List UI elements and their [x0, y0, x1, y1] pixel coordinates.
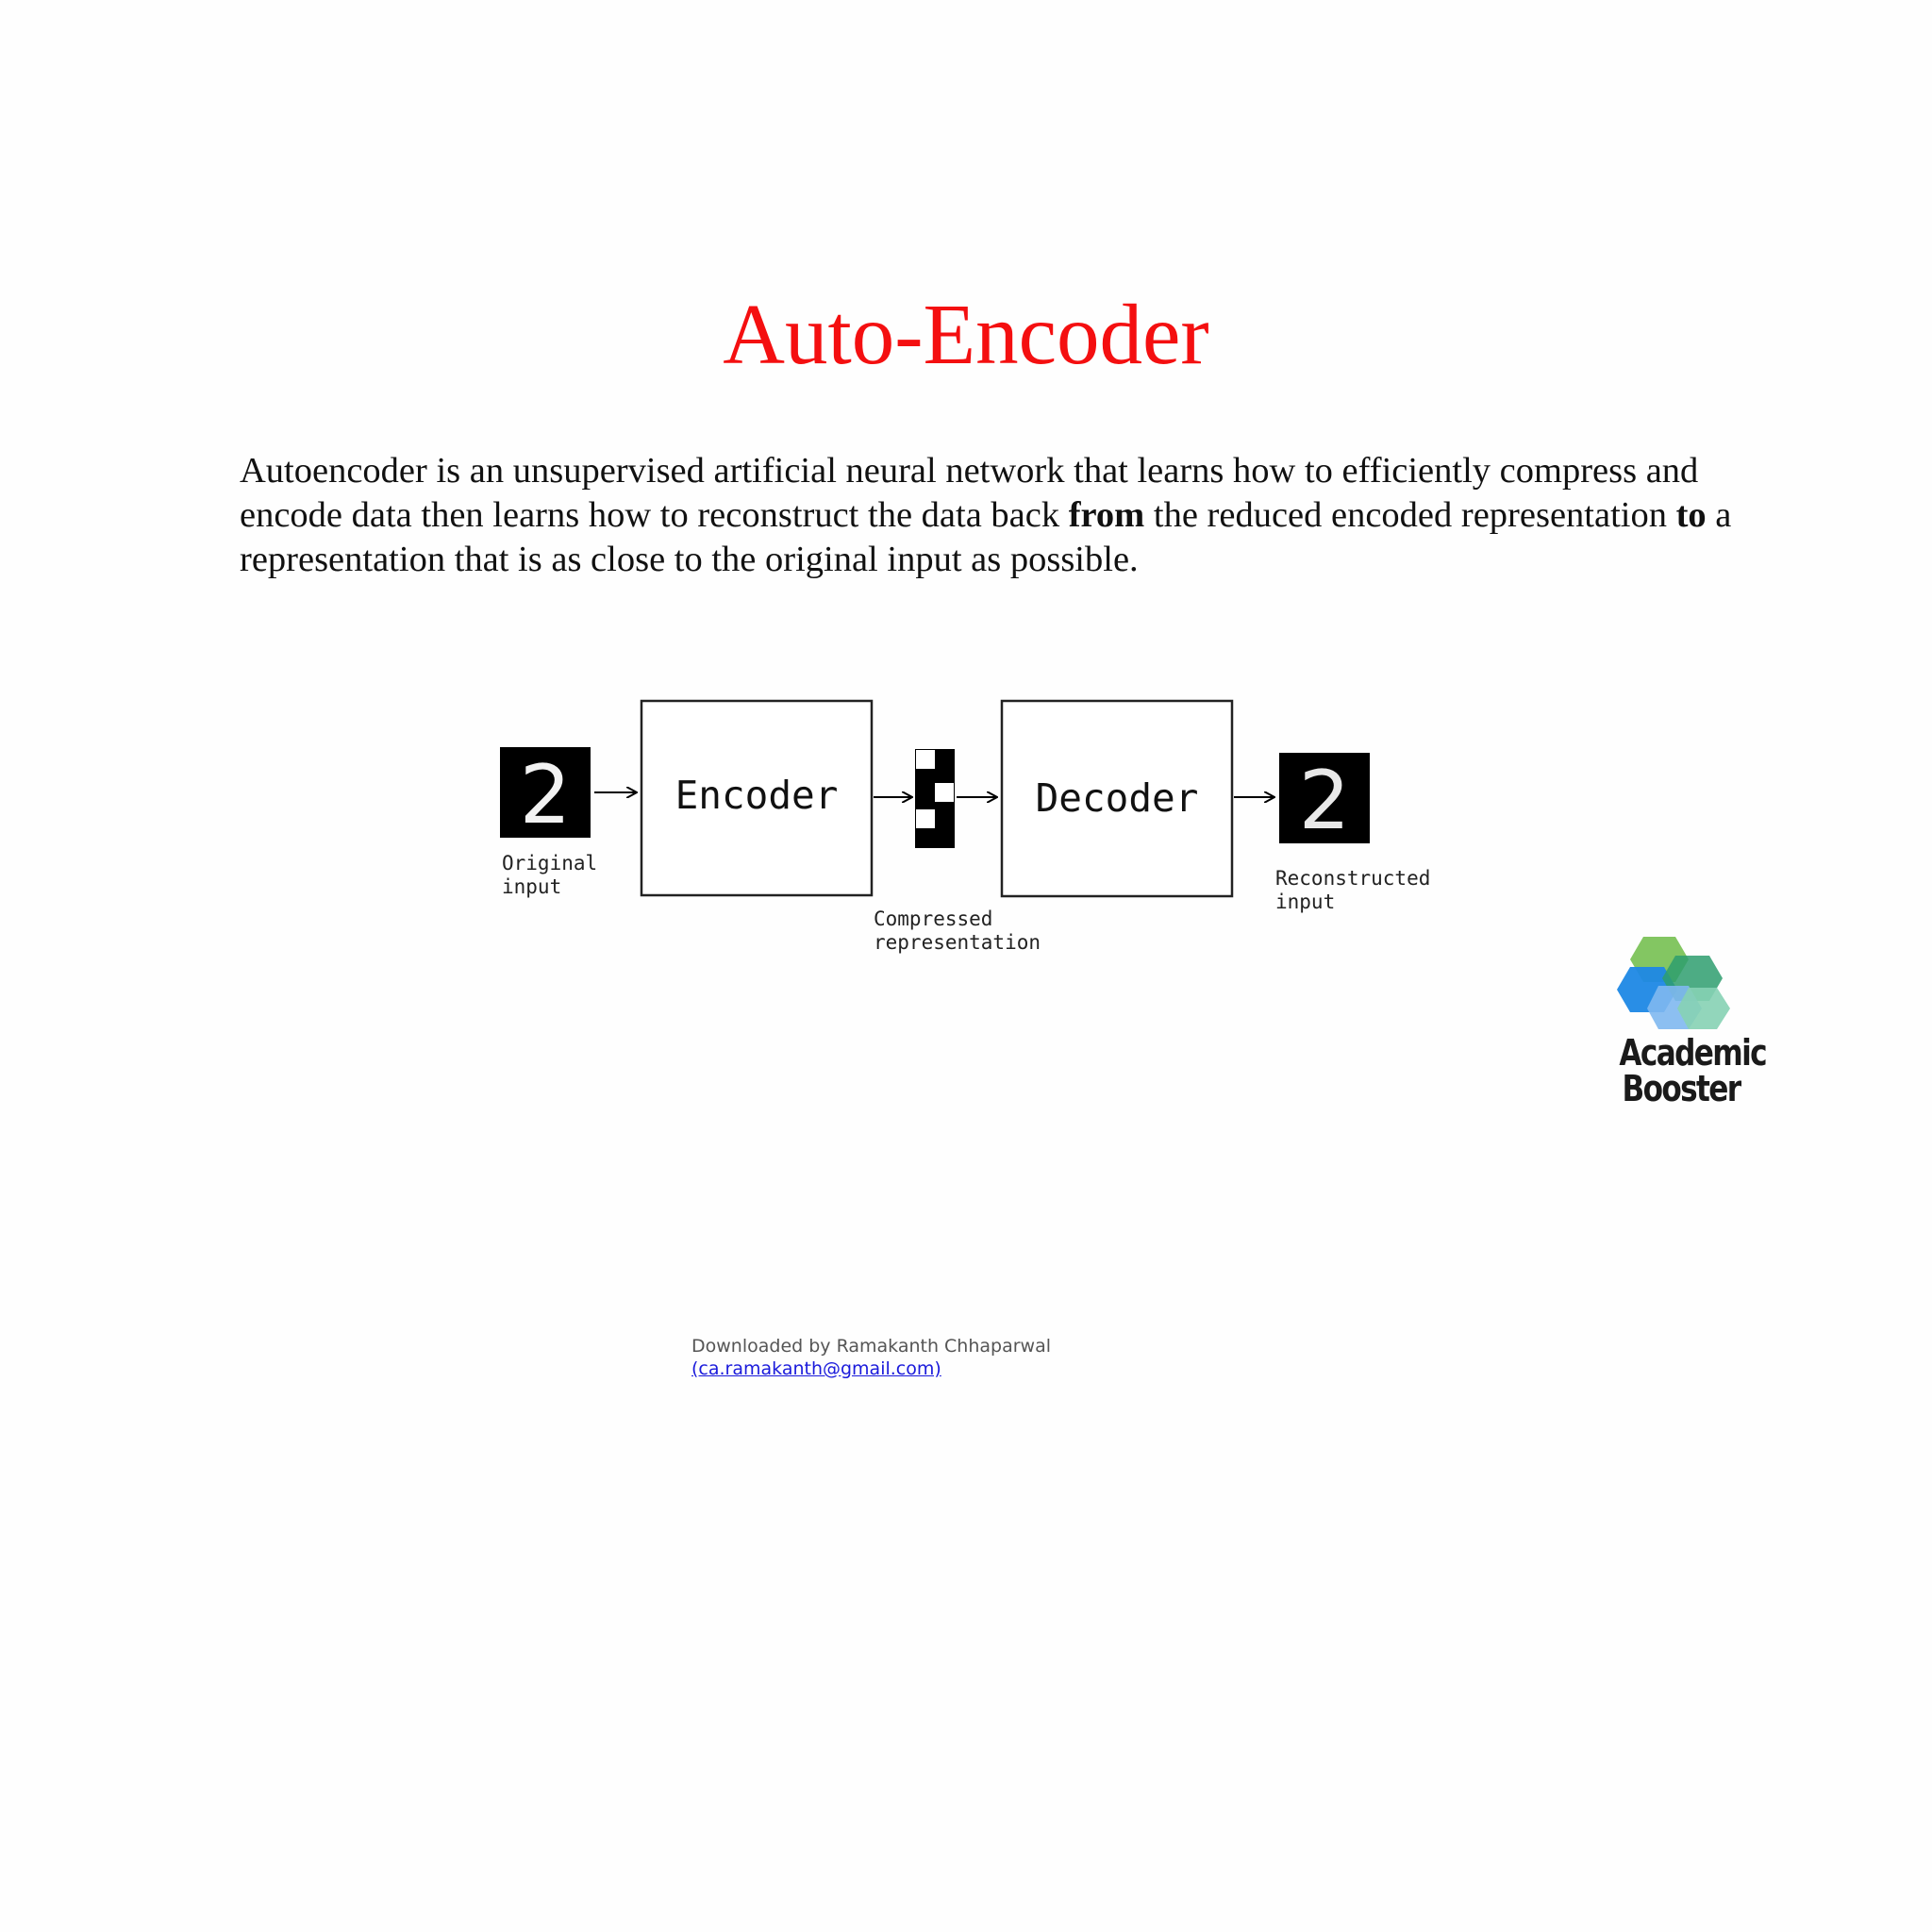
decoder-label: Decoder [1035, 775, 1199, 821]
intro-text-2: the reduced encoded representation [1144, 495, 1676, 535]
original-input-caption-1: Original [502, 852, 598, 874]
compressed-caption-2: representation [874, 931, 1041, 954]
reconstructed-caption-1: Reconstructed [1275, 867, 1431, 890]
logo-line-2: Booster [1622, 1068, 1740, 1109]
logo-line-1: Academic [1619, 1032, 1766, 1074]
hexagon-logo-icon [1606, 929, 1757, 1033]
intro-paragraph [240, 449, 1768, 582]
autoencoder-diagram-svg [491, 689, 1443, 972]
original-digit: 2 [519, 748, 572, 842]
reconstructed-digit: 2 [1298, 754, 1351, 848]
intro-bold-from: from [1068, 495, 1145, 535]
academic-booster-logo [1606, 929, 1766, 1118]
downloaded-by-text: Downloaded by Ramakanth Chhaparwal [691, 1336, 1052, 1357]
page-title: Auto-Encoder [723, 287, 1209, 382]
original-input-image [500, 747, 591, 842]
autoencoder-diagram [491, 689, 1443, 972]
compressed-code-image [915, 749, 955, 848]
intro-text-1: Autoencoder is an unsupervised artificial neural network that learns how to efficiently compress and encode data then learns how to reconstruct the data back [240, 451, 1699, 535]
intro-bold-to: to [1675, 495, 1707, 535]
encoder-label: Encoder [675, 773, 839, 818]
reconstructed-input-image [1279, 753, 1370, 848]
download-footer [691, 1335, 1051, 1380]
logo-wordmark [1619, 1032, 1766, 1109]
original-input-caption-2: input [502, 875, 562, 898]
email-link[interactable]: (ca.ramakanth@gmail.com) [691, 1358, 941, 1379]
intro-text-3: a representation that is as close to the original input as possible. [240, 495, 1732, 579]
compressed-caption-1: Compressed [874, 908, 993, 930]
reconstructed-caption-2: input [1275, 891, 1336, 913]
